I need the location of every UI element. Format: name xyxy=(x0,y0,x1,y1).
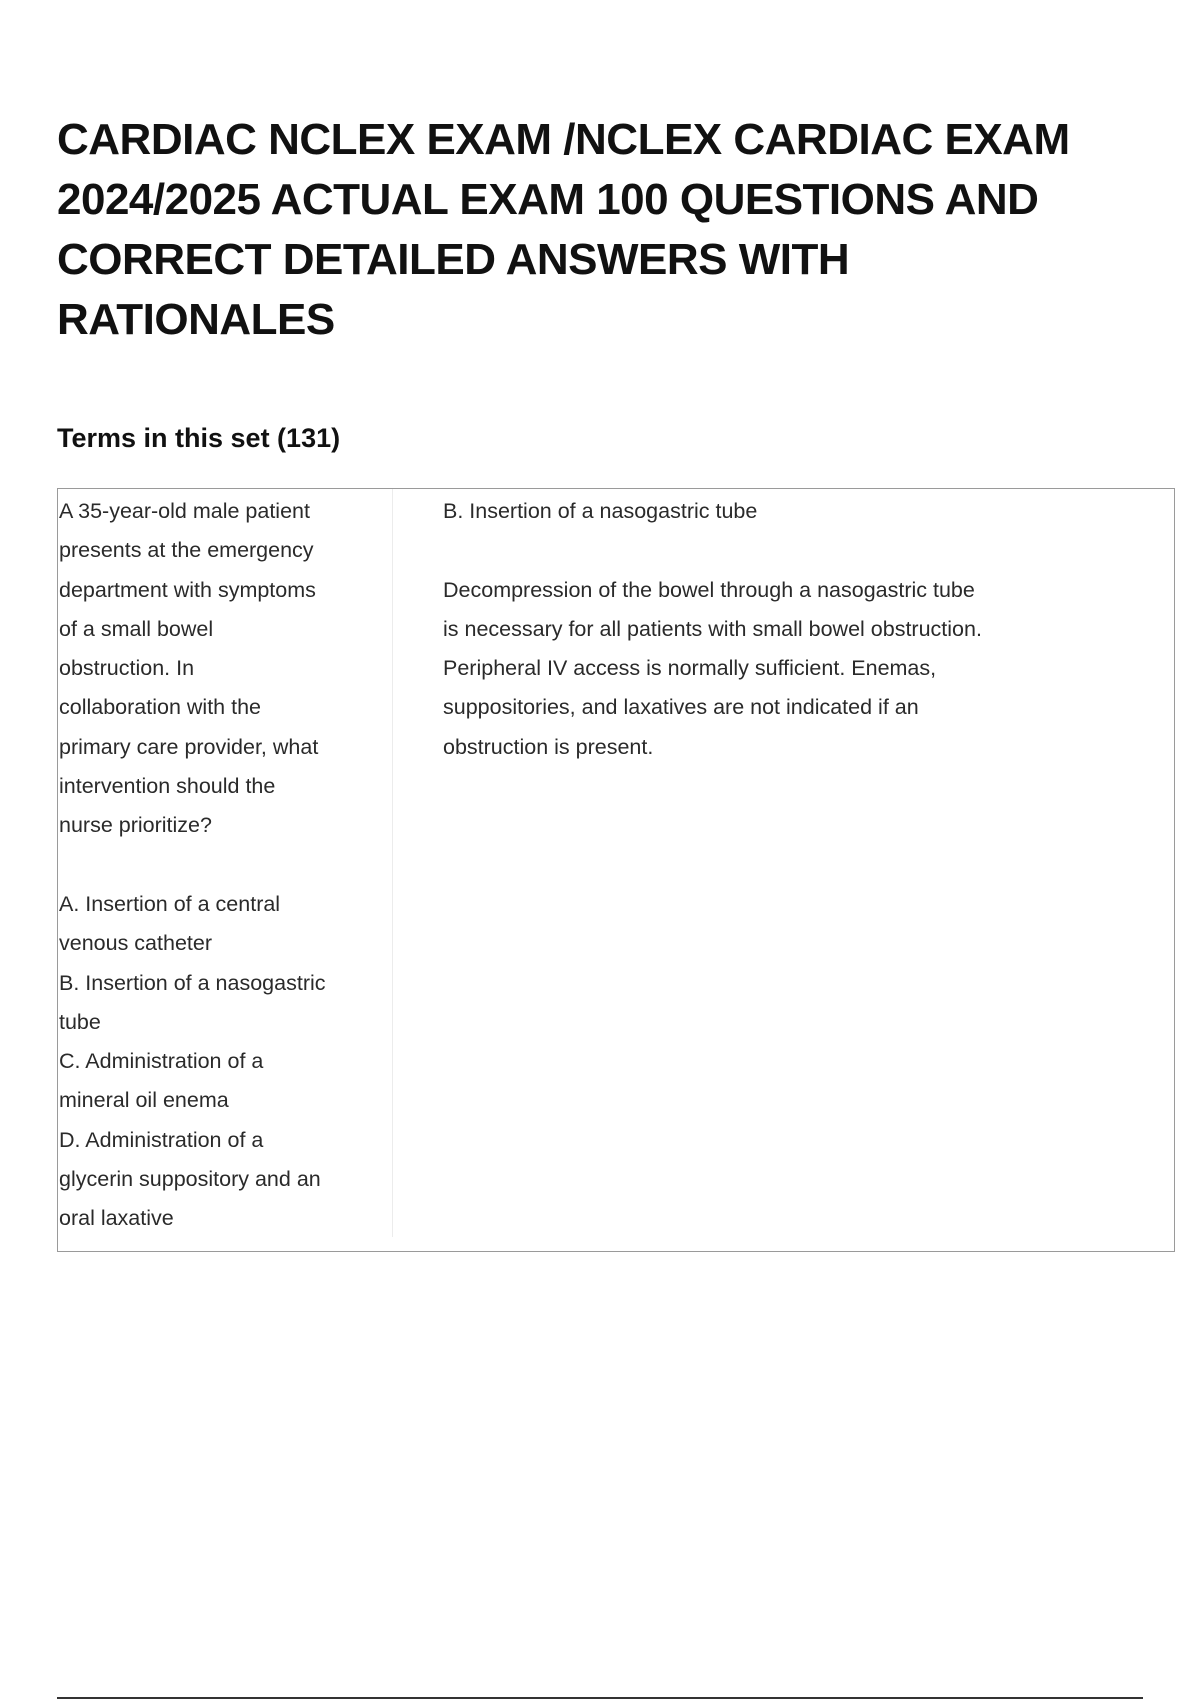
option-line: mineral oil enema xyxy=(59,1088,229,1113)
question-text xyxy=(59,492,318,846)
rationale-line: suppositories, and laxatives are not indicated if an xyxy=(443,695,919,720)
question-text-line: nurse prioritize? xyxy=(59,813,212,838)
option-line: venous catheter xyxy=(59,931,212,956)
terms-count-heading: Terms in this set (131) xyxy=(57,423,341,453)
rationale-line: Peripheral IV access is normally sufficient. Enemas, xyxy=(443,656,937,681)
question-text-line: primary care provider, what xyxy=(59,734,319,759)
option-line: tube xyxy=(59,1009,101,1034)
option-line: D. Administration of a xyxy=(59,1127,264,1152)
answer-options xyxy=(59,885,326,1239)
document-title-line: 2024/2025 ACTUAL EXAM 100 QUESTIONS AND xyxy=(57,175,1039,224)
question-text-line: intervention should the xyxy=(59,774,276,799)
document-title-line: CARDIAC NCLEX EXAM /NCLEX CARDIAC EXAM xyxy=(57,115,1070,164)
correct-answer: B. Insertion of a nasogastric tube xyxy=(443,499,758,523)
question-text-line: presents at the emergency xyxy=(59,538,314,563)
option-line: A. Insertion of a central xyxy=(59,892,281,916)
rationale-line: Decompression of the bowel through a nasogastric tube xyxy=(443,577,975,602)
question-text-line: of a small bowel xyxy=(59,616,214,641)
document-title xyxy=(57,110,1177,350)
question-text-line: collaboration with the xyxy=(59,695,261,720)
document-title-line: CORRECT DETAILED ANSWERS WITH xyxy=(57,235,850,284)
answer-spacer xyxy=(443,531,1143,570)
term-card xyxy=(57,488,1175,1252)
question-text-line: A 35-year-old male patient xyxy=(59,499,310,523)
rationale-line: is necessary for all patients with small bowel obstruction. xyxy=(443,616,982,641)
question-text-line: obstruction. In xyxy=(59,656,195,681)
option-line: C. Administration of a xyxy=(59,1049,264,1074)
option-line: oral laxative xyxy=(59,1206,174,1231)
term-question xyxy=(58,489,393,1237)
question-text-line: department with symptoms xyxy=(59,577,316,602)
rationale xyxy=(443,571,1143,767)
rationale-line: obstruction is present. xyxy=(443,734,654,759)
option-line: glycerin suppository and an xyxy=(59,1167,321,1192)
document-title-line: RATIONALES xyxy=(57,295,335,344)
footer-divider xyxy=(57,1697,1143,1699)
term-answer xyxy=(443,492,1143,767)
option-line: B. Insertion of a nasogastric xyxy=(59,970,326,995)
